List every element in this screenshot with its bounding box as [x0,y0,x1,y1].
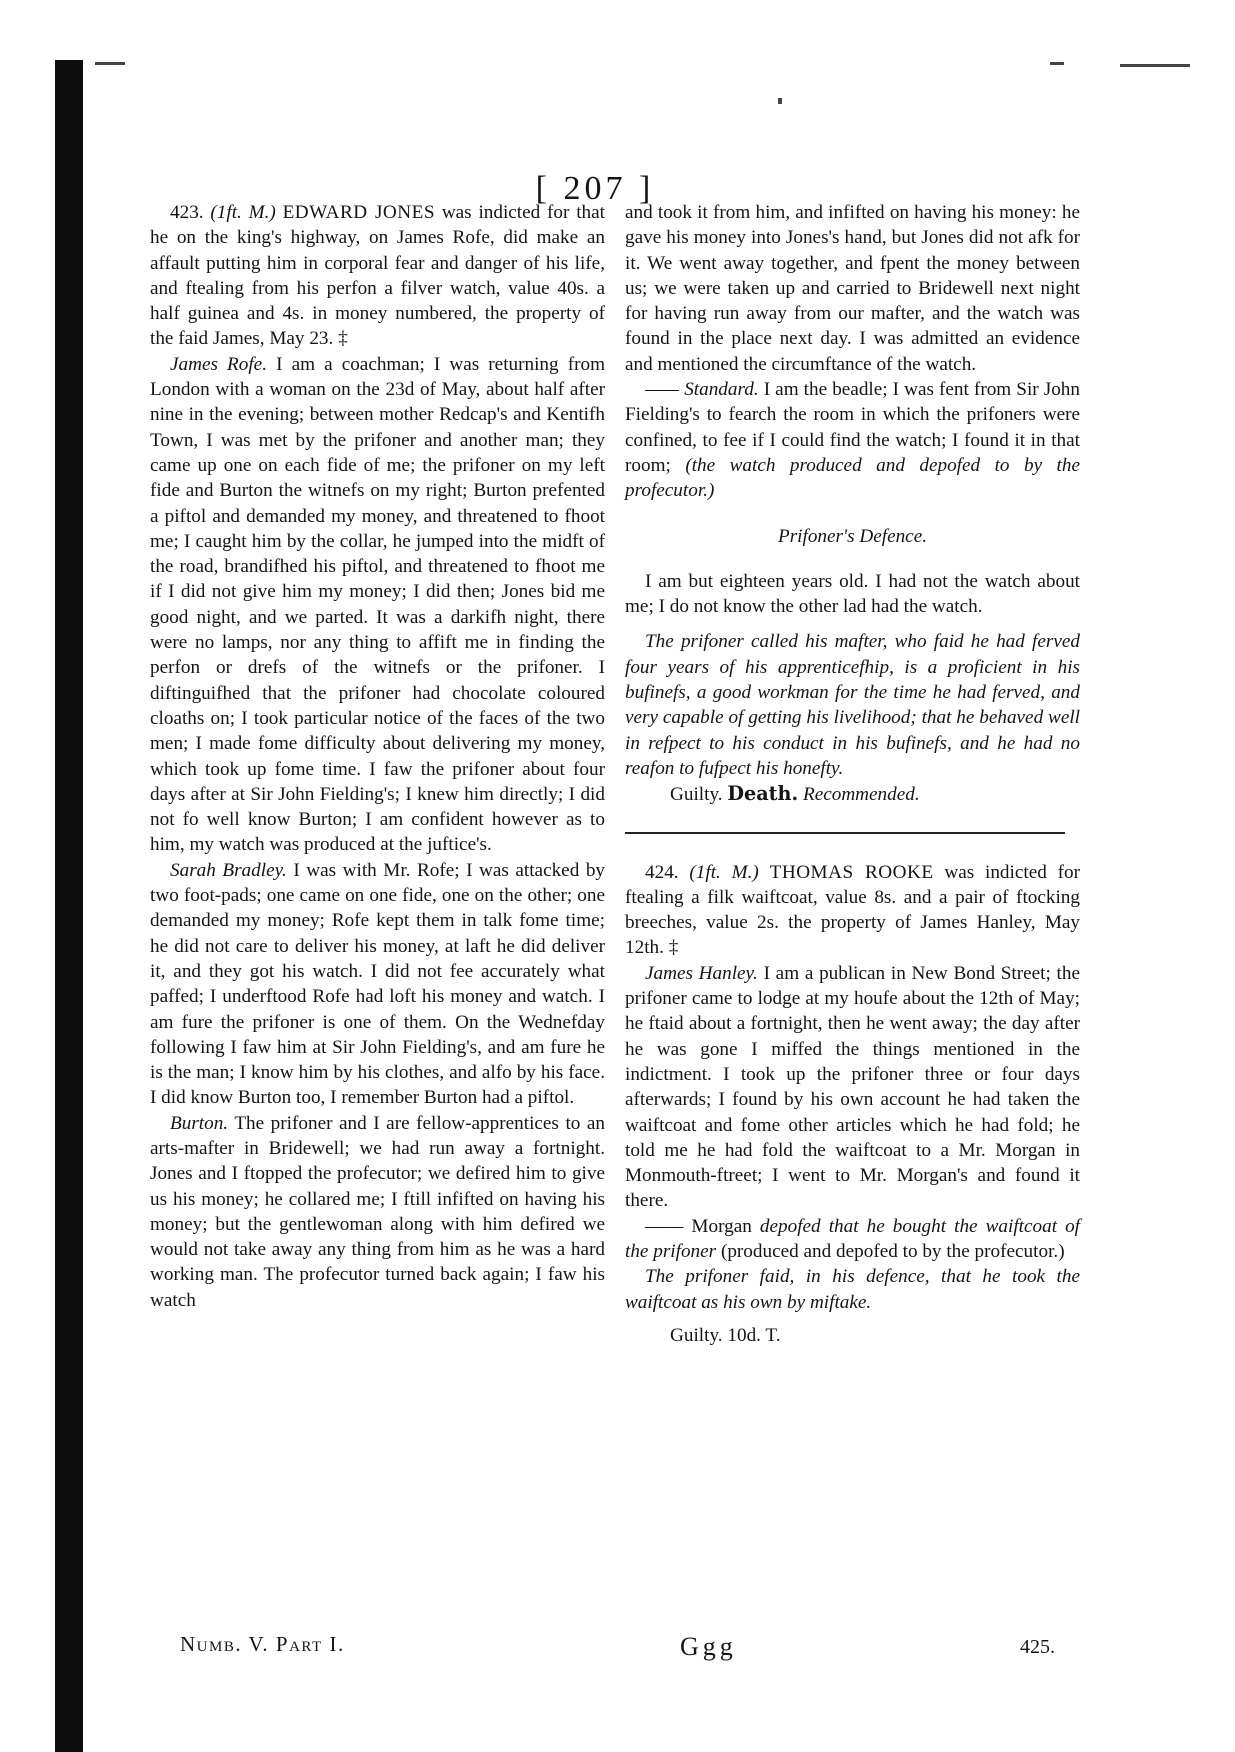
footer-part: Numb. V. Part I. [180,1632,345,1656]
testimony-text: I am the beadle; I was fent from Sir John Fielding's to fearch the room in which the prifoners were confined, to fee if I could find the watch; I found it in that room; [625,379,1080,476]
testimony-paragraph [625,1214,1080,1265]
case-423-indictment [150,200,605,352]
speaker-name: James Rofe. [170,353,267,375]
testimony-text: I am a coachman; I was returning from London with a woman on the 23d of May, about half after nine in the evening; between mother Redcap's and Kentifh Town, I was met by the prifoner and another man; they came up one on each fide of me; the prifoner on my left fide and Burton the witnefs on my right; Burton prefented a piftol and demanded my money, and threatened to fhoot me; I caught him by the collar, he jumped into the midft of the road, brandifhed his piftol, and threatened to fhoot me if I did not give him my money; I did then; Jones bid me good night, and we parted. It was a darkifh night, there were no lamps, nor any thing to affift me in finding the perfon or drefs of the witnefs or the prifoner. I diftinguifhed that the prifoner had chocolate coloured cloaths on; I took particular notice of the faces of the two men; I made fome difficulty about delivering my money, which took up fome time. I faw the prifoner about four days after at Sir John Fielding's; I knew him directly; I did not fo well know Burton; I am confident however as to him, my watch was produced at the juftice's. [150,353,605,856]
scan-speck [1050,62,1064,65]
case-session: (1ft. M.) [689,861,759,883]
speaker-name: —— Standard. [645,379,759,401]
verdict-sentence: Death. [727,782,799,806]
case-defendant: THOMAS ROOKE [769,861,934,883]
court-note: (the watch produced and depofed to by the profecutor.) [625,454,1080,502]
verdict-423 [625,781,1080,807]
speaker-name: —— Morgan [645,1215,752,1237]
scan-speck [1120,64,1190,67]
testimony-paragraph [150,858,605,1111]
case-number: 424. [645,861,679,883]
footer-signature: Ggg [680,1632,737,1661]
footer-catchword: 425. [1020,1636,1055,1658]
testimony-paragraph [150,1111,605,1313]
speaker-name: Burton. [170,1112,229,1134]
book-spine-shadow [55,60,83,1752]
scan-speck [778,98,782,104]
testimony-continuation: and took it from him, and infifted on having his money: he gave his money into Jones's hand, but Jones did not afk for it. We went away together, and fpent the money between us; we were taken up and carried to Bridewell next night for having run away from our mafter, and the watch was found in the place next day. I was admitted an evidence and mentioned the circumftance of the watch. [625,202,1080,375]
scan-speck [95,62,125,65]
speaker-name: Sarah Bradley. [170,859,287,881]
verdict-424: Guilty. 10d. T. [670,1324,781,1346]
testimony-text-italic: depofed that he bought the waiftcoat of the prifoner [625,1215,1081,1262]
indictment-text: was indicted for that he on the king's highway, on James Rofe, did make an affault putting him in corporal fear and danger of his life, and ftealing from his perfon a filver watch, value 40s. a half guinea and 4s. in money numbered, the property of the faid James, May 23. ‡ [150,202,605,350]
testimony-text: I was with Mr. Rofe; I was attacked by two foot-pads; one came on one fide, one on the other; one demanded my money; Rofe kept them in talk fome time; he did not care to deliver his money, at laft he did deliver it, and they got his watch. I did not fee accurately what paffed; I underftood Rofe had loft his money and watch. I am fure the prifoner is one of them. On the Wednefday following I faw him at Sir John Fielding's, and am fure he is the man; I know him by his clothes, and alfo by his face. I did know Burton too, I remember Burton had a piftol. [150,859,606,1109]
case-session: (1ft. M.) [210,202,276,223]
left-column [150,200,605,1313]
verdict-guilty: Guilty. [670,784,723,806]
case-424-indictment [625,860,1080,961]
testimony-paragraph [625,377,1080,503]
speaker-name: James Hanley. [645,962,758,984]
right-column [625,200,1080,1348]
testimony-text: The prifoner and I are fellow-apprentices to an arts-mafter in Bridewell; we had run away a fortnight. Jones and I ftopped the profecutor; we defired him to give us his money; he collared me; I ftill infifted on having his money; but the gentlewoman along with him defired we would not take away any thing from him as he was a hard working man. The profecutor turned back again; I faw his watch [150,1112,606,1311]
defence-heading: Prifoner's Defence. [777,525,928,547]
page-number: [ 207 ] [535,170,655,207]
indictment-text: was indicted for ftealing a filk waiftcoat, value 8s. and a pair of ftocking breeches, value 2s. the property of James Hanley, May 12th. ‡ [625,861,1080,959]
testimony-paragraph [625,961,1080,1214]
master-testimony: The prifoner called his mafter, who faid he had ferved four years of his apprenticefhip, is a proficient in his bufinefs, a good workman for the time he had ferved, and very capable of getting his livelihood; that he behaved well in refpect to his conduct in his bufinefs, and he had no reafon to fufpect his honefty. [625,631,1080,779]
case-divider [625,832,1065,834]
defence-text: I am but eighteen years old. I had not the watch about me; I do not know the other lad had the watch. [625,570,1080,618]
testimony-paragraph [150,352,605,858]
verdict-recommendation: Recommended. [802,784,920,806]
prisoner-defence-note: The prifoner faid, in his defence, that he took the waiftcoat as his own by miftake. [625,1266,1080,1313]
case-number: 423. [170,202,204,223]
testimony-text: I am a publican in New Bond Street; the prifoner came to lodge at my houfe about the 12th of May; he ftaid about a fortnight, then he went away; the day after he was gone I miffed the things mentioned in the indictment. I took up the prifoner three or four days afterwards; I found by his own account he had taken the waiftcoat and fome other articles which he had fold; he told me he had fold the waiftcoat to a Mr. Morgan in Monmouth-ftreet; I went to Mr. Morgan's and found it there. [625,962,1081,1212]
testimony-text: (produced and depofed to by the profecutor.) [720,1240,1065,1262]
case-defendant: EDWARD JONES [282,202,436,223]
